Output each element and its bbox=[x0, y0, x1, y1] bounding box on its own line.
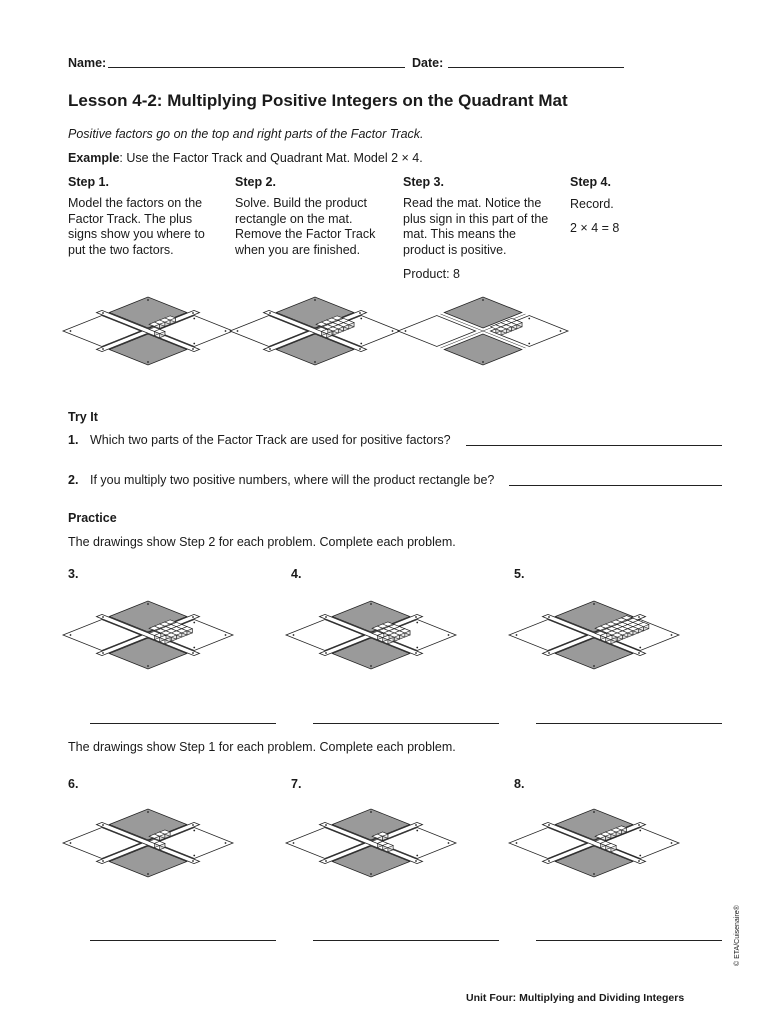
problem7-number: 7. bbox=[291, 777, 302, 791]
mat-corner-dot bbox=[593, 811, 595, 813]
track-peg bbox=[102, 312, 104, 314]
mat-corner-dot bbox=[370, 603, 372, 605]
date-label: Date: bbox=[412, 56, 444, 70]
track-peg bbox=[192, 860, 194, 862]
track-peg bbox=[359, 312, 361, 314]
problem8-number: 8. bbox=[514, 777, 525, 791]
problem7-mat bbox=[291, 800, 451, 896]
mat-corner-dot bbox=[70, 842, 72, 844]
problem7-answer-line[interactable] bbox=[313, 940, 499, 941]
mat-corner-dot bbox=[560, 330, 562, 332]
page-footer: Unit Four: Multiplying and Dividing Integers bbox=[466, 992, 685, 1004]
problem5-answer-line[interactable] bbox=[536, 723, 722, 724]
mat-corner-dot bbox=[147, 299, 149, 301]
step3-text: Read the mat. Notice the plus sign in this part of the mat. This means the product is positive. bbox=[403, 196, 549, 257]
track-peg bbox=[102, 860, 104, 862]
problem3-number: 3. bbox=[68, 567, 79, 581]
mat-corner-dot bbox=[416, 647, 418, 649]
mat-corner-dot bbox=[237, 330, 239, 332]
mat-corner-dot bbox=[671, 634, 673, 636]
problem6-mat bbox=[68, 800, 228, 896]
question2-number: 2. bbox=[68, 473, 79, 487]
mat-corner-dot bbox=[639, 647, 641, 649]
mat-corner-dot bbox=[225, 842, 227, 844]
track-peg bbox=[638, 824, 640, 826]
example-label: Example bbox=[68, 151, 120, 165]
mat-corner-dot bbox=[416, 855, 418, 857]
track-peg bbox=[415, 652, 417, 654]
example-text: : Use the Factor Track and Quadrant Mat. Model 2 × 4. bbox=[119, 151, 423, 165]
mat-corner-dot bbox=[370, 811, 372, 813]
question2-text: If you multiply two positive numbers, where will the product rectangle be? bbox=[90, 473, 495, 487]
track-peg bbox=[269, 348, 271, 350]
example-line bbox=[68, 150, 423, 166]
mat-corner-dot bbox=[639, 855, 641, 857]
track-peg bbox=[548, 824, 550, 826]
step2-text: Solve. Build the product rectangle on the mat. Remove the Factor Track when you are finished. bbox=[235, 196, 376, 257]
step4-text: Record. bbox=[570, 197, 614, 211]
track-peg bbox=[325, 616, 327, 618]
mat-corner-dot bbox=[314, 299, 316, 301]
problem4-number: 4. bbox=[291, 567, 302, 581]
problem6-answer-line[interactable] bbox=[90, 940, 276, 941]
name-field[interactable] bbox=[108, 67, 405, 68]
track-peg bbox=[638, 616, 640, 618]
mat-corner-dot bbox=[193, 855, 195, 857]
problem6-number: 6. bbox=[68, 777, 79, 791]
track-peg bbox=[325, 860, 327, 862]
intro-text: Positive factors go on the top and right parts of the Factor Track. bbox=[68, 127, 424, 141]
question1-number: 1. bbox=[68, 433, 79, 447]
problem3-answer-line[interactable] bbox=[90, 723, 276, 724]
mat-corner-dot bbox=[70, 330, 72, 332]
track-peg bbox=[325, 824, 327, 826]
mat-corner-dot bbox=[528, 343, 530, 345]
mat-corner-dot bbox=[370, 665, 372, 667]
mat-corner-dot bbox=[293, 634, 295, 636]
mat-corner-dot bbox=[516, 634, 518, 636]
mat-corner-dot bbox=[671, 842, 673, 844]
mat-corner-dot bbox=[360, 343, 362, 345]
problem8-mat bbox=[514, 800, 674, 896]
problem5-mat bbox=[514, 592, 674, 688]
mat-corner-dot bbox=[225, 330, 227, 332]
problem5-number: 5. bbox=[514, 567, 525, 581]
track-peg bbox=[102, 824, 104, 826]
question2-answer-line[interactable] bbox=[509, 485, 722, 486]
mat-corner-dot bbox=[225, 634, 227, 636]
step4-heading: Step 4. bbox=[570, 175, 611, 189]
mat-corner-dot bbox=[293, 842, 295, 844]
mat-corner-dot bbox=[360, 318, 362, 320]
step1-text: Model the factors on the Factor Track. The plus signs show you where to put the two factors. bbox=[68, 196, 205, 257]
mat-corner-dot bbox=[147, 665, 149, 667]
step1-heading: Step 1. bbox=[68, 175, 109, 189]
track-peg bbox=[192, 652, 194, 654]
mat-corner-dot bbox=[314, 361, 316, 363]
mat-corner-dot bbox=[193, 830, 195, 832]
mat-corner-dot bbox=[516, 842, 518, 844]
track-peg bbox=[192, 312, 194, 314]
mat-corner-dot bbox=[147, 603, 149, 605]
track-peg bbox=[638, 860, 640, 862]
step4-equation: 2 × 4 = 8 bbox=[570, 221, 620, 235]
track-peg bbox=[102, 348, 104, 350]
practice-heading: Practice bbox=[68, 511, 117, 525]
track-peg bbox=[548, 616, 550, 618]
mat-corner-dot bbox=[482, 299, 484, 301]
track-peg bbox=[192, 824, 194, 826]
problem4-answer-line[interactable] bbox=[313, 723, 499, 724]
mat-corner-dot bbox=[416, 830, 418, 832]
mat-corner-dot bbox=[405, 330, 407, 332]
mat-corner-dot bbox=[392, 330, 394, 332]
track-peg bbox=[548, 652, 550, 654]
track-peg bbox=[548, 860, 550, 862]
mat-corner-dot bbox=[593, 873, 595, 875]
step2-heading: Step 2. bbox=[235, 175, 276, 189]
track-peg bbox=[415, 616, 417, 618]
mat-corner-dot bbox=[593, 603, 595, 605]
track-peg bbox=[359, 348, 361, 350]
track-peg bbox=[415, 860, 417, 862]
mat-corner-dot bbox=[147, 873, 149, 875]
track-peg bbox=[192, 616, 194, 618]
track-peg bbox=[192, 348, 194, 350]
example-mat-step3 bbox=[403, 288, 563, 384]
mat-corner-dot bbox=[193, 318, 195, 320]
example-mat-step1 bbox=[68, 288, 228, 384]
track-peg bbox=[415, 824, 417, 826]
mat-corner-dot bbox=[147, 811, 149, 813]
mat-corner-dot bbox=[639, 830, 641, 832]
mat-corner-dot bbox=[482, 361, 484, 363]
example-mat-step2 bbox=[235, 288, 395, 384]
track-peg bbox=[102, 652, 104, 654]
name-label: Name: bbox=[68, 56, 107, 70]
question1-answer-line[interactable] bbox=[466, 445, 722, 446]
mat-corner-dot bbox=[448, 842, 450, 844]
mat-corner-dot bbox=[593, 665, 595, 667]
date-field[interactable] bbox=[448, 67, 624, 68]
mat-corner-dot bbox=[193, 343, 195, 345]
question1-text: Which two parts of the Factor Track are used for positive factors? bbox=[90, 433, 451, 447]
try-it-heading: Try It bbox=[68, 410, 98, 424]
practice-instruction-step2: The drawings show Step 2 for each problem. Complete each problem. bbox=[68, 535, 456, 549]
mat-corner-dot bbox=[70, 634, 72, 636]
track-peg bbox=[638, 652, 640, 654]
track-peg bbox=[325, 652, 327, 654]
problem8-answer-line[interactable] bbox=[536, 940, 722, 941]
practice-instruction-step1: The drawings show Step 1 for each problem. Complete each problem. bbox=[68, 740, 456, 754]
mat-corner-dot bbox=[193, 647, 195, 649]
step3-heading: Step 3. bbox=[403, 175, 444, 189]
problem3-mat bbox=[68, 592, 228, 688]
mat-corner-dot bbox=[193, 622, 195, 624]
mat-corner-dot bbox=[528, 318, 530, 320]
copyright-notice: © ETA/Cuisenaire® bbox=[734, 905, 741, 966]
track-peg bbox=[269, 312, 271, 314]
problem4-mat bbox=[291, 592, 451, 688]
mat-corner-dot bbox=[448, 634, 450, 636]
track-peg bbox=[102, 616, 104, 618]
mat-corner-dot bbox=[416, 622, 418, 624]
page-title: Lesson 4-2: Multiplying Positive Integers on the Quadrant Mat bbox=[68, 91, 568, 110]
mat-corner-dot bbox=[370, 873, 372, 875]
step3-product: Product: 8 bbox=[403, 267, 460, 281]
mat-corner-dot bbox=[147, 361, 149, 363]
